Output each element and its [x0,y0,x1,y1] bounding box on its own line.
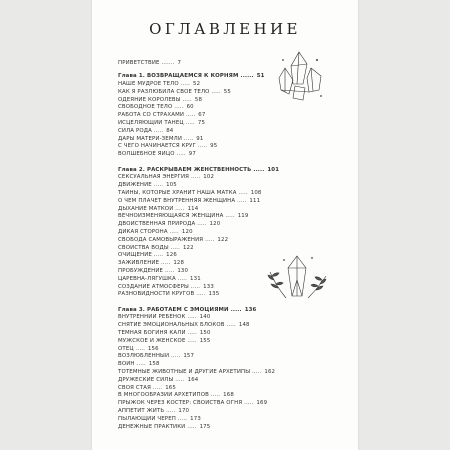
toc-entry[interactable]: ОЧИЩЕНИЕ ..... 126 [118,252,177,259]
toc-entry[interactable]: ПРОБУЖДЕНИЕ ..... 130 [118,267,189,274]
toc-entry[interactable]: СВОБОДНОЕ ТЕЛО ..... 60 [118,104,194,111]
toc-entry[interactable]: НАШЕ МУДРОЕ ТЕЛО ..... 52 [118,80,201,87]
toc-entry[interactable]: СВОБОДА САМОВЫРАЖЕНИЯ ..... 122 [118,236,229,243]
toc-entry[interactable]: МУЖСКОЕ И ЖЕНСКОЕ ..... 155 [118,337,211,344]
toc-entry[interactable]: ДЕНЕЖНЫЕ ПРАКТИКИ ..... 175 [118,423,211,430]
toc-entry[interactable]: ДЫХАНИЕ МАТКОЙ ..... 114 [118,205,199,212]
toc-entry[interactable]: ДВИЖЕНИЕ ..... 105 [118,182,177,189]
toc-entry[interactable]: С ЧЕГО НАЧИНАЕТСЯ КРУГ ..... 95 [118,143,218,150]
toc-entry[interactable]: ПРИВЕТСТВИЕ ....... 7 [118,60,182,66]
toc-entry[interactable]: ОДЕЯНИЕ КОРОЛЕВЫ ..... 58 [118,96,203,103]
toc-entry[interactable]: ЦАРЕВНА-ЛЯГУШКА ..... 131 [118,275,201,282]
toc-entry[interactable]: КАК Я РАЗЛЮБИЛА СВОЕ ТЕЛО ..... 55 [118,88,231,95]
toc-entry[interactable]: СЕКСУАЛЬНАЯ ЭНЕРГИЯ ..... 102 [118,174,215,181]
toc-entry[interactable]: ВЕЧНОИЗМЕНЯЮЩАЯСЯ ЖЕНЩИНА ..... 119 [118,213,249,220]
toc-entry[interactable]: О ЧЕМ ПЛАЧЕТ ВНУТРЕННЯЯ ЖЕНЩИНА ..... 111 [118,197,261,204]
toc-entry[interactable]: ИСЦЕЛЯЮЩИЙ ТАНЕЦ ..... 75 [118,119,206,126]
toc-entry[interactable]: ПЫЛАЮЩИЙ ЧЕРЕП ..... 173 [118,415,201,422]
toc-entry[interactable]: ВОЗЛЮБЛЕННЫЙ ..... 157 [118,353,195,360]
toc-entry[interactable]: ОТЕЦ ..... 156 [118,345,159,352]
toc-entry[interactable]: СИЛА РОДА ..... 84 [118,127,174,134]
page-title: ОГЛАВЛЕНИЕ [149,20,301,38]
toc-entry[interactable]: ДРУЖЕСКИЕ СИЛЫ ..... 164 [118,376,199,383]
toc-entry[interactable]: АППЕТИТ ЖИТЬ ..... 170 [118,408,190,415]
table-of-contents [118,60,318,431]
toc-entry[interactable]: ДВОЙСТВЕННАЯ ПРИРОДА ..... 120 [118,221,221,228]
toc-entry[interactable]: СОЗДАНИЕ АТМОСФЕРЫ ..... 133 [118,283,214,290]
toc-entry[interactable]: РАЗНОВИДНОСТИ КРУГОВ ..... 135 [118,291,220,298]
toc-entry[interactable]: ДАРЫ МАТЕРИ-ЗЕМЛИ ..... 91 [118,135,204,142]
toc-entry[interactable]: ТАЙНЫ, КОТОРЫЕ ХРАНИТ НАША МАТКА ..... 108 [118,189,262,196]
toc-entry[interactable]: СНЯТИЕ ЭМОЦИОНАЛЬНЫХ БЛОКОВ ..... 148 [118,322,250,329]
book-page [92,0,358,450]
toc-entry[interactable]: ЗАЖИВЛЕНИЕ ..... 128 [118,260,185,267]
toc-entry[interactable]: РАБОТА СО СТРАХАМИ ..... 67 [118,112,206,119]
toc-entry[interactable]: ВНУТРЕННИЙ РЕБЕНОК ..... 140 [118,314,211,321]
toc-entry[interactable]: ДИКАЯ СТОРОНА ..... 120 [118,228,193,235]
toc-entry[interactable]: ТОТЕМНЫЕ ЖИВОТНЫЕ И ДРУГИЕ АРХЕТИПЫ ..... 162 [118,369,276,376]
toc-entry[interactable]: ВОЛШЕБНОЕ ЯЙЦО ..... 97 [118,151,196,158]
toc-chapter-heading[interactable]: Глава 1. ВОЗВРАЩАЕМСЯ К КОРНЯМ ...... 51 [118,73,265,80]
toc-entry[interactable]: СВОЯ СТАЯ ..... 165 [118,384,176,391]
toc-chapter-heading[interactable]: Глава 2. РАСКРЫВАЕМ ЖЕНСТВЕННОСТЬ ..... 101 [118,166,280,173]
toc-entry[interactable]: В МНОГООБРАЗИИ АРХЕТИПОВ ..... 168 [118,392,234,399]
toc-entry[interactable]: СВОЙСТВА ВОДЫ ..... 122 [118,244,194,251]
toc-entry[interactable]: ТЕМНАЯ БОГИНЯ КАЛИ ..... 150 [118,330,211,337]
toc-chapter-heading[interactable]: Глава 3. РАБОТАЕМ С ЭМОЦИЯМИ ..... 136 [118,306,257,313]
toc-entry[interactable]: ВОИН ..... 158 [118,361,160,368]
toc-entry[interactable]: ПРЫЖОК ЧЕРЕЗ КОСТЕР: СВОЙСТВА ОГНЯ ..... 169 [118,400,268,407]
